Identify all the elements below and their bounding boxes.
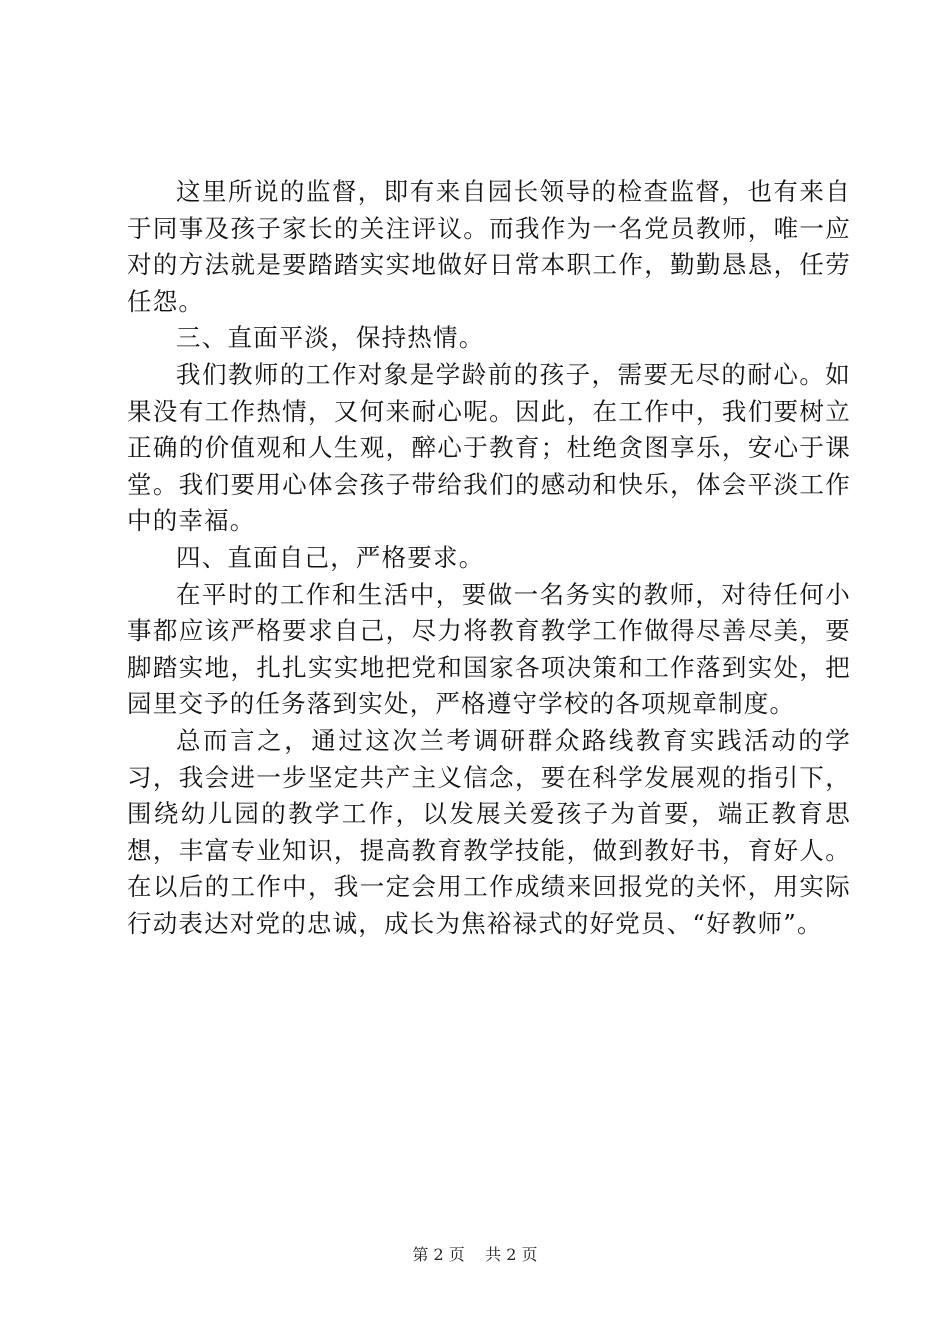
paragraph-enthusiasm: 我们教师的工作对象是学龄前的孩子，需要无尽的耐心。如果没有工作热情，又何来耐心呢。因此，在工作中，我们要树立正确的价值观和人生观，醉心于教育；杜绝贪图享乐，安心于课堂。我们要用心体会孩子带给我们的感动和快乐，体会平淡工作中的幸福。 — [127, 359, 851, 536]
page-total: 共 2 页 — [485, 1245, 538, 1264]
page-footer — [0, 1245, 950, 1265]
paragraph-conclusion: 总而言之，通过这次兰考调研群众路线教育实践活动的学习，我会进一步坚定共产主义信念，要在科学发展观的指引下，围绕幼儿园的教学工作，以发展关爱孩子为首要，端正教育思想，丰富专业知识，提高教育教学技能，做到教好书，育好人。在以后的工作中，我一定会用工作成绩来回报党的关怀，用实际行动表达对党的忠诚，成长为焦裕禄式的好党员、“好教师”。 — [127, 725, 851, 938]
document-body — [127, 174, 851, 942]
paragraph-supervision: 这里所说的监督，即有来自园长领导的检查监督，也有来自于同事及孩子家长的关注评议。而我作为一名党员教师，唯一应对的方法就是要踏踏实实地做好日常本职工作，勤勤恳恳，任劳任怨。 — [127, 177, 851, 316]
paragraph-strict-requirements: 在平时的工作和生活中，要做一名务实的教师，对待任何小事都应该严格要求自己，尽力将教育教学工作做得尽善尽美，要脚踏实地，扎扎实实地把党和国家各项决策和工作落到实处，把园里交予的任务落到实处，严格遵守学校的各项规章制度。 — [127, 579, 851, 719]
heading-section-four: 四、直面自己，严格要求。 — [176, 542, 485, 572]
heading-section-three: 三、直面平淡，保持热情。 — [176, 323, 485, 353]
page-number: 第 2 页 — [412, 1245, 465, 1264]
